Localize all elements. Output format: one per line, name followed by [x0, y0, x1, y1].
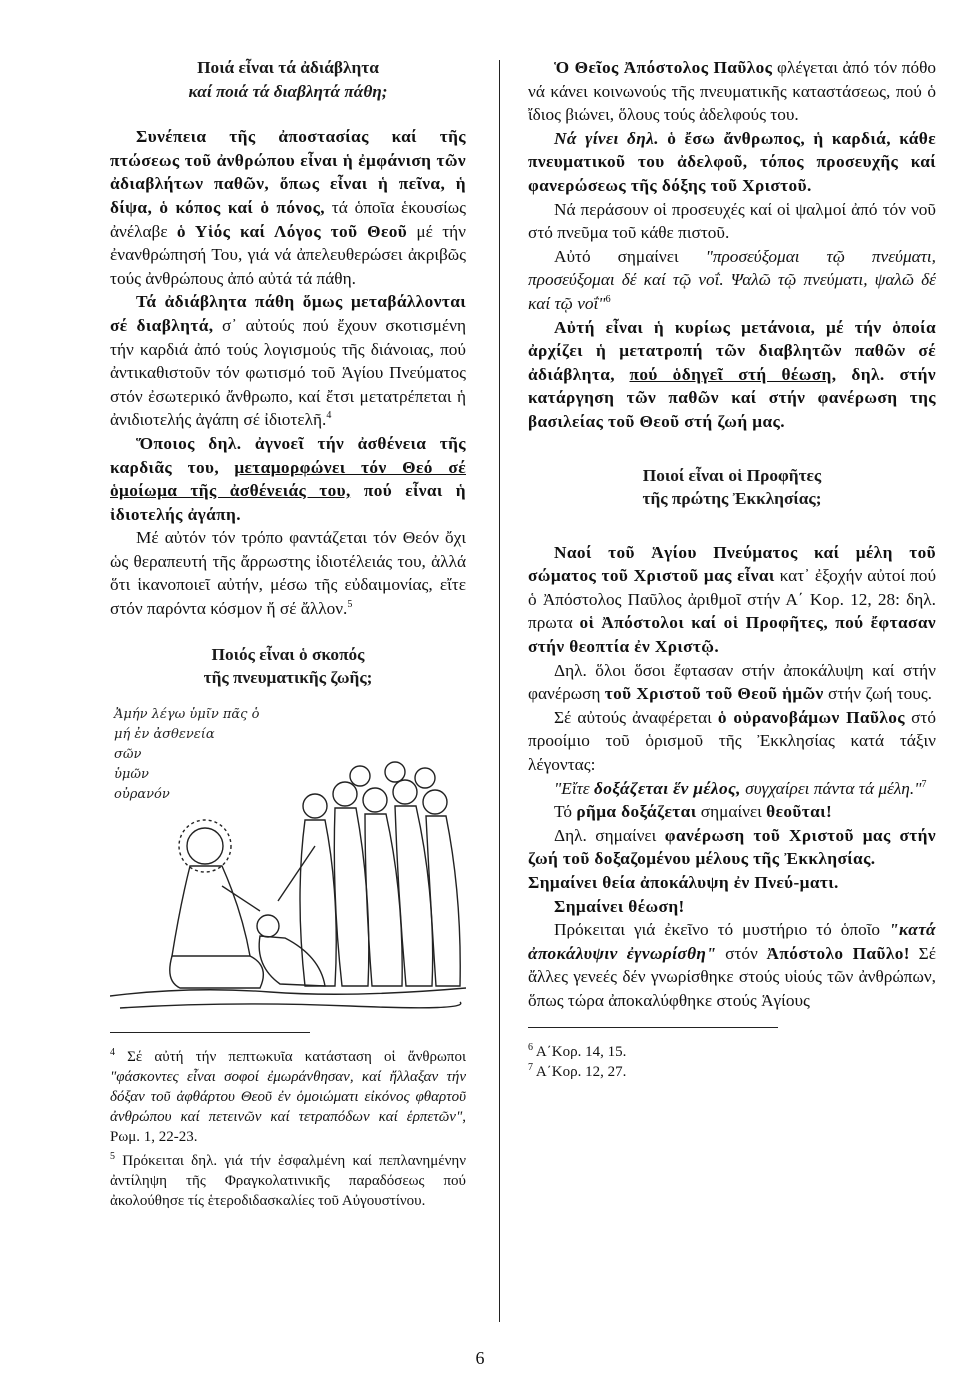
paragraph-mystirio: Πρόκειται γιά ἐκεῖνο τό μυστήριο τό ὁποῖο "κατά ἀποκάλυψιν ἐγνωρίσθη" στόν Ἀπόστολο Παῦλο! Σέ ἄλλες γενεές δέν γνωρίσθηκε στούς υἱούς τῶν ἀνθρώπων, ὅπως τώρα ἀποκαλύφθηκε στούς Ἁγίους — [528, 920, 936, 1010]
footnote-6: $^6$ Α΄Κορ. 14, 15. — [528, 1041, 627, 1060]
inscription-line-1: Ἀμήν λέγω ὑμῖν πᾶς ὁ — [114, 706, 260, 722]
paragraph-prosefxes: Νά περάσουν οἱ προσευχές καί οἱ ψαλμοί ἀπό τόν νοῦ στό πνεῦμα τοῦ κάθε πιστοῦ. — [528, 199, 936, 243]
paragraph-ouranovamon: Σέ αὐτούς ἀναφέρεται ὁ οὐρανοβάμων Παῦλος στό προοίμιο τοῦ ὁρισμοῦ τῆς Ἐκκλησίας κατά τάξιν λέγοντας: — [528, 707, 936, 775]
paragraph-esw-anthropos: Νά γίνει δηλ. ὁ ἔσω ἄνθρωπος, ἡ καρδιά, κάθε πνευματικοῦ του ἀδελφοῦ, τόπος προσευχῆς καί φανερώσεως τῆς δόξης τοῦ Χριστοῦ. — [528, 128, 936, 195]
paragraph-metavallontai: Τά ἀδιάβλητα πάθη ὅμως μεταβάλλονται σέ διαβλητά, σ᾽ αὐτούς πού ἔχουν σκοτισμένη τήν καρδιά ἀπό τούς λογισμούς τῆς διάνοιας, πού ἀντικαθιστοῦν τόν φωτισμό τοῦ Ἁγίου Πνεύματος στόν ἐσωτερικό ἄνθρωπο, καί ἔτσι μετατρέπεται ἡ ἀνιδιοτελής ἀγάπη σέ ἰδιοτελῆ.$^4$ — [110, 292, 466, 430]
paragraph-synepeia: Συνέπεια τῆς ἀποστασίας καί τῆς πτώσεως τοῦ ἀνθρώπου εἶναι ἡ ἐμφάνιση τῶν ἀδιαβλήτων παθῶν, ὅπως εἶναι ἡ πεῖνα, ἡ δίψα, ὁ κόπος καί ὁ πόνος, τά ὁποῖα ἑκουσίως ἀνέλαβε ὁ Υἱός καί Λόγος τοῦ Θεοῦ μέ τήν ἐνανθρώπησή Του, γιά νά ἀπελευθερώσει ἀκριβῶς τούς ἀνθρώπους ἀπό αὐτά τά πάθη. — [110, 127, 467, 288]
inscription-line-3: σῶν — [114, 746, 142, 762]
left-footnotes — [110, 1032, 466, 1211]
heading-profites: Ποιοί εἶναι οἱ Προφῆτες τῆς πρώτης Ἐκκλησίας; — [642, 465, 822, 509]
paragraph-apokalypsi: Σημαίνει θεία ἀποκάλυψη ἐν Πνεύ-ματι. — [528, 873, 839, 892]
left-column — [110, 56, 466, 1211]
footnote-4: $^4$ Σέ αὐτή τήν πεπτωκυῖα κατάσταση οἱ ἄνθρωποι "φάσκοντες εἶναι σοφοί ἐμωράνθησαν, καί ἤλλαξαν τήν δόξαν τοῦ ἀφθάρτου Θεοῦ ἐν ὁμοιώματι εἰκόνος φθαρτοῦ ἀνθρώπου καί πετεινῶν καί τετραπόδων καί ἑρπετῶν", Ρωμ. 1, 22-23. — [110, 1046, 466, 1145]
footnote-7: $^7$ Α΄Κορ. 12, 27. — [528, 1061, 627, 1080]
column-divider — [499, 60, 500, 1322]
inscription-line-5: οὐρανόν — [114, 786, 170, 802]
heading-skopos: Ποιός εἶναι ὁ σκοπός τῆς πνευματικῆς ζωῆς; — [203, 644, 373, 688]
paragraph-eite: "Εἴτε δοξάζεται ἕν μέλος, συγχαίρει πάντα τά μέλη."$^7$ — [554, 778, 927, 798]
icon-illustration-christ-healing — [110, 696, 466, 1014]
paragraph-rima: Τό ρῆμα δοξάζεται σημαίνει θεοῦται! — [554, 802, 833, 822]
paragraph-metanoia: Αὐτή εἶναι ἡ κυρίως μετάνοια, μέ τήν ὁποία ἀρχίζει ἡ μετατροπή τῶν διαβλητῶν παθῶν σέ ἀδιάβλητα, πού ὁδηγεῖ στή θέωση, δηλ. στήν κατάργηση τῶν παθῶν καί στήν φανέρωση της βασιλείας τοῦ Θεοῦ στή ζωή μας. — [528, 317, 936, 431]
paragraph-proseyxomai: Αὐτό σημαίνει "προσεύξομαι τῷ πνεύματι, προσεύξομαι δέ καί τῷ νοΐ. Ψαλῶ τῷ πνεύματι, ψαλῶ δέ καί τῷ νοΐ"$^6$ — [528, 246, 936, 313]
paragraph-thewsi: Σημαίνει θέωση! — [554, 896, 685, 916]
inscription-line-2: μή ἐν ἀσθενεία — [114, 726, 215, 742]
engraving-svg — [110, 696, 466, 1014]
right-column — [528, 56, 936, 1082]
paragraph-oloi: Δηλ. ὅλοι ὅσοι ἔφτασαν στήν ἀποκάλυψη καί στήν φανέρωση τοῦ Χριστοῦ τοῦ Θεοῦ ἡμῶν στήν ζωή τους. — [528, 660, 936, 704]
footnote-separator — [528, 1027, 778, 1028]
paragraph-pavlos: Ὁ Θεῖος Ἀπόστολος Παῦλος φλέγεται ἀπό τόν πόθο νά κάνει κοινωνούς τῆς πνευματικῆς καταστάσεως, πού ὁ ἴδιος βιώνει, ὅλους τούς ἀδελφούς του. — [528, 58, 937, 125]
paragraph-tropo: Μέ αὐτόν τόν τρόπο φαντάζεται τόν Θεόν ὄχι ὡς θεραπευτή τῆς ἄρρωστης ἰδιοτέλειάς του, ἀλλά ὅτι ἱκανοποιεῖ αὐτήν, μέσω τῆς εὐδαιμονίας, εἴτε στόν παρόντα κόσμον ἤ σέ ἄλλον.$^5$ — [110, 528, 466, 619]
footnote-5: $^5$ Πρόκειται δηλ. γιά τήν ἐσφαλμένη καί πεπλανημένην ἀντίληψη τῆς Φραγκολατινικῆς παραδόσεως πού ἀκολούθησε τίς ἑτεροδιδασκαλίες τοῦ Αὐγουστίνου. — [110, 1150, 466, 1209]
paragraph-opoios: Ὅποιος δηλ. ἀγνοεῖ τήν ἀσθένεια τῆς καρδιᾶς του, μεταμορφώνει τόν Θεό σέ ὁμοίωμα τῆς ἀσθένειάς του, πού εἶναι ἡ ἰδιοτελής ἀγάπη. — [110, 433, 466, 524]
page-number: 6 — [475, 1348, 485, 1368]
heading-adiavlita: Ποιά εἶναι τά ἀδιάβλητα καί ποιά τά διαβλητά πάθη; — [188, 58, 388, 101]
paragraph-simainei: Δηλ. σημαίνει φανέρωση τοῦ Χριστοῦ μας στήν ζωή τοῦ δοξαζομένου μέλους τῆς Ἐκκλησίας. — [528, 825, 936, 869]
footnote-separator — [110, 1032, 310, 1033]
paragraph-naoi: Ναοί τοῦ Ἁγίου Πνεύματος καί μέλη τοῦ σώματος τοῦ Χριστοῦ μας εἶναι κατ᾽ ἐξοχήν αὐτοί πού ὁ Ἀπόστολος Παῦλος ἀριθμοῖ στήν Α΄ Κορ. 12, 28: δηλ. πρωτα οἱ Ἀπόστολοι καί οἱ Προφῆτες, πού ἔφτασαν στήν θεοπτία ἐν Χριστῷ. — [528, 542, 936, 657]
right-footnotes — [528, 1027, 936, 1082]
inscription-line-4: ὑμῶν — [114, 766, 149, 782]
